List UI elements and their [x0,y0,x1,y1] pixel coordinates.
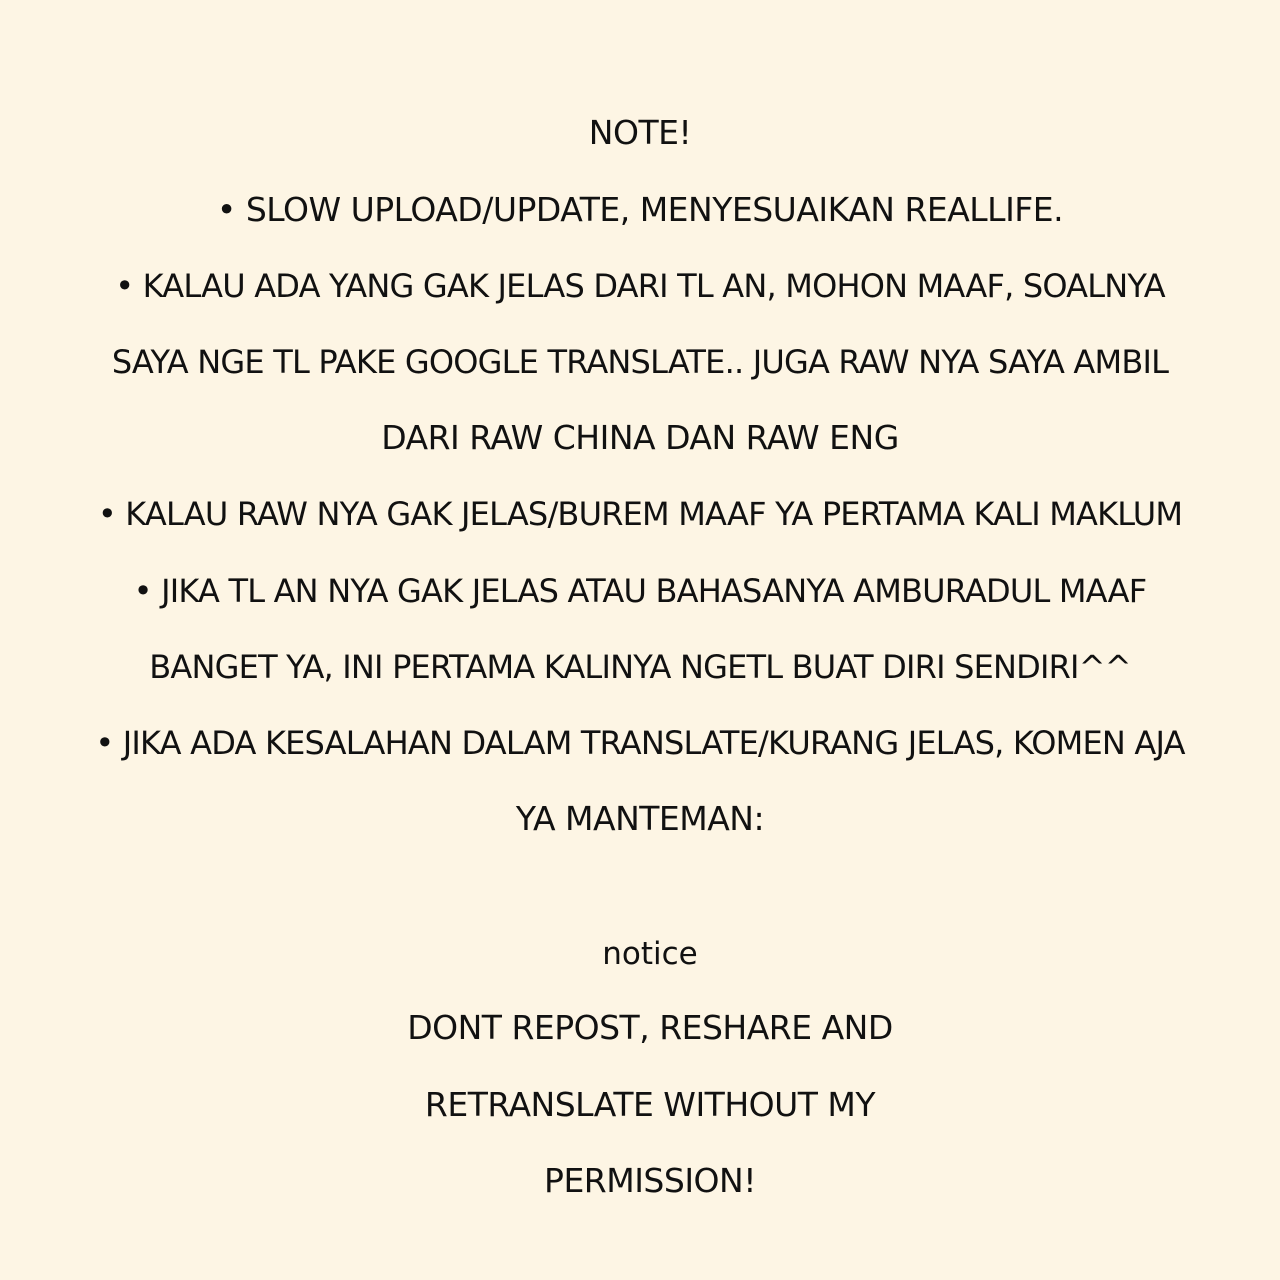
note-line: SAYA NGE TL PAKE GOOGLE TRANSLATE.. JUGA RAW NYA SAYA AMBIL [111,343,1169,381]
note-title: NOTE! [588,113,692,152]
notice-title: notice [602,936,698,972]
note-line: YA MANTEMAN: [515,799,765,838]
note-line: • KALAU RAW NYA GAK JELAS/BUREM MAAF YA PERTAMA KALI MAKLUM [97,495,1183,533]
note-line: BANGET YA, INI PERTAMA KALINYA NGETL BUAT DIRI SENDIRI^^ [149,648,1131,686]
notice-line: PERMISSION! [544,1161,756,1200]
note-line: • SLOW UPLOAD/UPDATE, MENYESUAIKAN REALLIFE. [216,190,1064,229]
note-line: • JIKA TL AN NYA GAK JELAS ATAU BAHASANYA AMBURADUL MAAF [133,572,1147,610]
notice-line: DONT REPOST, RESHARE AND [407,1008,893,1047]
note-line: DARI RAW CHINA DAN RAW ENG [381,418,899,457]
note-line: • KALAU ADA YANG GAK JELAS DARI TL AN, MOHON MAAF, SOALNYA [115,267,1165,305]
notice-line: RETRANSLATE WITHOUT MY [424,1085,876,1124]
note-line: • JIKA ADA KESALAHAN DALAM TRANSLATE/KURANG JELAS, KOMEN AJA [95,724,1185,762]
